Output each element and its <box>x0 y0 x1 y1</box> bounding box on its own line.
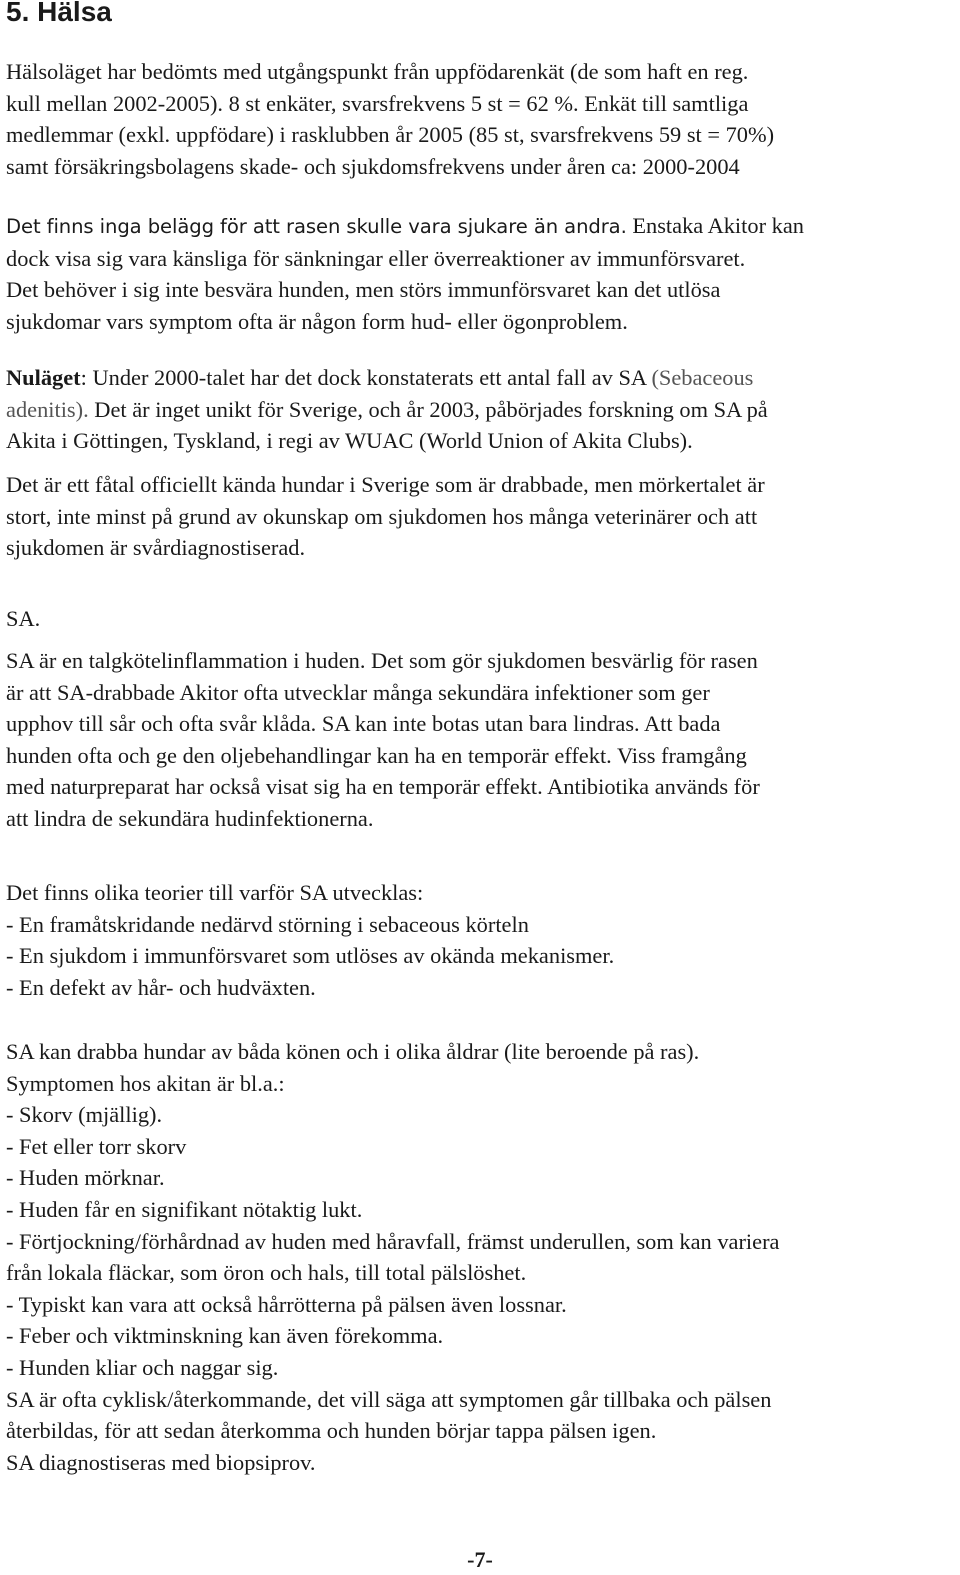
diagnosis-line: SA diagnostiseras med biopsiprov. <box>6 1449 316 1475</box>
section-heading: 5. Hälsa <box>6 0 112 27</box>
symptoms-paragraph <box>6 1036 958 1478</box>
nulaget-line-1 <box>6 362 958 394</box>
symptom-item: - Fet eller torr skorv <box>6 1133 187 1159</box>
symptoms-line-1: SA kan drabba hundar av båda könen och i olika åldrar (lite beroende på ras). <box>6 1039 700 1064</box>
symptom-item: - Typiskt kan vara att också hårrötterna på pälsen även lossnar. <box>6 1291 567 1317</box>
belagg-line-1-sans: Det finns inga belägg för att rasen skulle vara sjukare än andra. <box>6 215 627 238</box>
theories-paragraph <box>6 877 958 1003</box>
belagg-line-1-end: Enstaka Akitor kan <box>626 213 804 238</box>
nulaget-line-2 <box>6 394 958 426</box>
symptom-item: - Förtjockning/förhårdnad av huden med håravfall, främst underullen, som kan variera <box>6 1228 780 1254</box>
belagg-line-2: dock visa sig vara känsliga för sänkningar eller överreaktioner av immunförsvaret. <box>6 245 746 271</box>
fatal-line-2: stort, inte minst på grund av okunskap om sjukdomen hos många veterinärer och att <box>6 503 758 529</box>
nulaget-line-1-text: : Under 2000-talet har det dock konstaterats ett antal fall av SA <box>80 365 652 390</box>
intro-line-4: samt försäkringsbolagens skade- och sjukdomsfrekvens under åren ca: 2000-2004 <box>6 153 740 179</box>
nulaget-paragraph <box>6 362 958 457</box>
intro-line-2: kull mellan 2002-2005). 8 st enkäter, svarsfrekvens 5 st = 62 %. Enkät till samtliga <box>6 90 749 116</box>
nulaget-line-3: Akita i Göttingen, Tyskland, i regi av WUAC (World Union of Akita Clubs). <box>6 428 693 454</box>
sa-desc-line-1: SA är en talgkötelinflammation i huden. Det som gör sjukdomen besvärlig för rasen <box>6 648 758 673</box>
page-number: -7- <box>467 1547 493 1572</box>
cyclic-line-1: SA är ofta cyklisk/återkommande, det vill säga att symptomen går tillbaka och pälsen <box>6 1386 772 1412</box>
theory-item: - En sjukdom i immunförsvaret som utlöses av okända mekanismer. <box>6 943 615 969</box>
fatal-line-1: Det är ett fåtal officiellt kända hundar i Sverige som är drabbade, men mörkertalet är <box>6 472 765 497</box>
symptom-item: - Skorv (mjällig). <box>6 1102 163 1128</box>
theory-item: - En defekt av hår- och hudväxten. <box>6 974 316 1000</box>
nulaget-line-2-text: Det är inget unikt för Sverige, och år 2003, påbörjades forskning om SA på <box>88 396 768 422</box>
intro-paragraph <box>6 56 958 182</box>
nulaget-line-1-grey: (Sebaceous <box>651 365 754 390</box>
symptoms-line-2: Symptomen hos akitan är bl.a.: <box>6 1070 285 1096</box>
symptom-item: - Huden får en signifikant nötaktig lukt. <box>6 1196 363 1222</box>
fatal-paragraph <box>6 469 958 564</box>
cyclic-line-2: återbildas, för att sedan återkomma och hunden börjar tappa pälsen igen. <box>6 1418 657 1444</box>
symptom-item: - Hunden kliar och naggar sig. <box>6 1354 279 1380</box>
sa-desc-line-5: med naturpreparat har också visat sig ha en temporär effekt. Antibiotika används för <box>6 774 760 800</box>
belagg-line-1 <box>6 210 958 243</box>
sa-heading <box>6 603 958 635</box>
symptom-item: från lokala fläckar, som öron och hals, till total pälslöshet. <box>6 1260 527 1286</box>
theories-intro: Det finns olika teorier till varför SA utvecklas: <box>6 880 424 905</box>
sa-description <box>6 645 958 835</box>
fatal-line-3: sjukdomen är svårdiagnostiserad. <box>6 535 306 561</box>
sa-desc-line-3: upphov till sår och ofta svår klåda. SA kan inte botas utan bara lindras. Att bada <box>6 711 721 737</box>
sa-desc-line-2: är att SA-drabbade Akitor ofta utvecklar många sekundära infektioner som ger <box>6 679 710 705</box>
belagg-line-4: sjukdomar vars symptom ofta är någon form hud- eller ögonproblem. <box>6 308 628 334</box>
nulaget-line-2-grey: adenitis). <box>6 396 89 422</box>
symptom-item: - Feber och viktminskning kan även förekomma. <box>6 1323 444 1349</box>
sa-desc-line-4: hunden ofta och ge den oljebehandlingar kan ha en temporär effekt. Viss framgång <box>6 742 747 768</box>
theory-item: - En framåtskridande nedärvd störning i sebaceous körteln <box>6 911 529 937</box>
symptom-item: - Huden mörknar. <box>6 1165 165 1191</box>
sa-desc-line-6: att lindra de sekundära hudinfektionerna. <box>6 805 374 831</box>
belagg-line-3: Det behöver i sig inte besvära hunden, men störs immunförsvaret kan det utlösa <box>6 277 721 303</box>
intro-line-1: Hälsoläget har bedömts med utgångspunkt från uppfödarenkät (de som haft en reg. <box>6 59 749 84</box>
intro-line-3: medlemmar (exkl. uppfödare) i rasklubben år 2005 (85 st, svarsfrekvens 59 st = 70%) <box>6 122 775 148</box>
nulaget-label: Nuläget <box>6 365 81 390</box>
belagg-paragraph <box>6 210 958 337</box>
sa-heading-text: SA. <box>6 606 41 631</box>
